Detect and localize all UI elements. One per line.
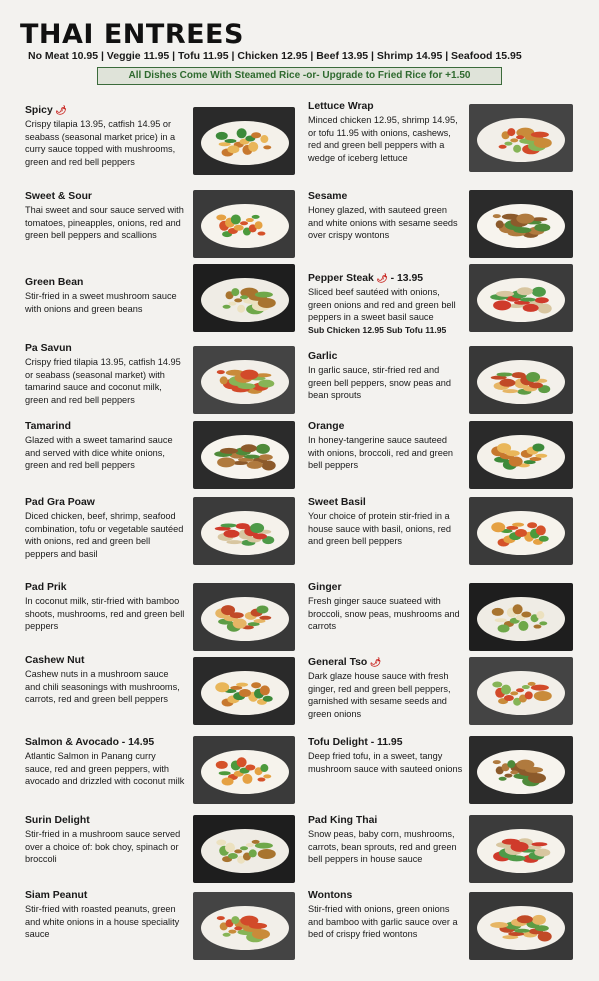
dish-name: Pad King Thai — [308, 815, 378, 826]
dish-photo — [469, 264, 573, 332]
menu-item — [25, 654, 185, 706]
menu-item — [308, 889, 464, 941]
menu-item-description: Your choice of protein stir-fried in a house sauce with basil, onions, red and green bell peppers — [308, 511, 452, 547]
menu-item — [308, 190, 464, 242]
menu-item-name — [25, 342, 185, 355]
dish-name: Spicy — [25, 105, 53, 116]
menu-item-description: In coconut milk, stir-fried with bamboo shoots, mushrooms, red and green bell peppers — [25, 596, 185, 632]
menu-item-description: Atlantic Salmon in Panang curry sauce, red and green peppers, with avocado and drizzled with coconut milk — [25, 751, 185, 787]
menu-item — [308, 656, 464, 720]
menu-item-description: Stir-fried with onions, green onions and bamboo with garlic sauce over a bed of crispy fried wontons — [308, 904, 458, 940]
menu-item-description: Stir-fried with roasted peanuts, green and white onions in a house speciality sauce — [25, 904, 180, 940]
menu-item — [25, 276, 185, 315]
dish-name: Green Bean — [25, 277, 84, 288]
menu-item-description: Honey glazed, with sauteed green and white onions with sesame seeds over crispy wontons — [308, 205, 458, 241]
dish-photo — [469, 736, 573, 804]
menu-item-description: Deep fried tofu, in a sweet, tangy mushroom sauce with sauteed onions — [308, 751, 463, 774]
dish-photo — [193, 892, 295, 960]
dish-photo — [193, 346, 295, 414]
dish-photo — [193, 815, 295, 883]
menu-item — [25, 889, 185, 941]
menu-item-description: Crispy tilapia 13.95, catfish 14.95 or seabass (seasonal market price) in a curry sauce topped with mushrooms, green and red bell peppers — [25, 119, 176, 167]
dish-photo — [469, 190, 573, 258]
dish-photo — [469, 346, 573, 414]
menu-item-description: In honey-tangerine sauce sauteed with onions, broccoli, red and green bell peppers — [308, 435, 454, 471]
dish-photo — [193, 583, 295, 651]
menu-item — [25, 420, 185, 472]
menu-item-description: Stir-fried in a mushroom sauce served over a choice of: bok choy, spinach or broccoli — [25, 829, 181, 865]
dish-photo — [193, 421, 295, 489]
chili-pepper-icon: 🌶 — [367, 657, 382, 667]
dish-photo — [469, 657, 573, 725]
menu-item — [308, 272, 464, 336]
menu-item-name — [25, 654, 185, 667]
dish-name: Orange — [308, 421, 345, 432]
menu-item — [25, 814, 185, 866]
menu-item — [308, 736, 464, 775]
menu-item — [308, 581, 464, 633]
menu-item — [308, 350, 464, 402]
page-title: THAI ENTREES — [20, 19, 244, 50]
menu-item — [25, 190, 185, 242]
dish-photo — [469, 104, 573, 172]
menu-item-name — [308, 581, 464, 594]
dish-name: Salmon & Avocado - 14.95 — [25, 737, 155, 748]
dish-name: Sweet & Sour — [25, 191, 92, 202]
dish-photo — [469, 497, 573, 565]
menu-item — [25, 581, 185, 633]
dish-name: Surin Delight — [25, 815, 90, 826]
menu-item-name — [25, 496, 185, 509]
menu-item-name — [308, 420, 464, 433]
menu-item-description: Diced chicken, beef, shrimp, seafood combination, tofu or vegetable sautéed with onions, red and green bell peppers and basil — [25, 511, 184, 559]
menu-item-name — [308, 190, 464, 203]
dish-price: - 13.95 — [387, 273, 424, 284]
menu-item — [25, 104, 185, 168]
dish-photo — [193, 497, 295, 565]
dish-photo — [469, 421, 573, 489]
dish-name: Pad Gra Poaw — [25, 497, 95, 508]
dish-name: Pa Savun — [25, 343, 72, 354]
dish-name: Wontons — [308, 890, 353, 901]
chili-pepper-icon: 🌶 — [373, 273, 388, 283]
dish-photo — [193, 264, 295, 332]
menu-item-name — [308, 889, 464, 902]
menu-item-name — [25, 276, 185, 289]
dish-name: Cashew Nut — [25, 655, 85, 666]
dish-name: Garlic — [308, 351, 338, 362]
menu-item-name — [308, 350, 464, 363]
rice-upgrade-banner: All Dishes Come With Steamed Rice -or- Upgrade to Fried Rice for +1.50 — [97, 67, 502, 85]
menu-item — [308, 814, 464, 866]
dish-photo — [193, 657, 295, 725]
menu-item — [25, 496, 185, 560]
menu-item-name — [308, 496, 464, 509]
menu-item-description: Stir-fried in a sweet mushroom sauce with onions and green beans — [25, 291, 177, 314]
dish-name: Lettuce Wrap — [308, 101, 374, 112]
menu-item-name — [308, 814, 464, 827]
menu-item-name — [25, 420, 185, 433]
menu-item-description: Glazed with a sweet tamarind sauce and served with dice white onions, green and red bell peppers — [25, 435, 173, 471]
menu-item-description: In garlic sauce, stir-fried red and green bell peppers, snow peas and bean sprouts — [308, 365, 452, 401]
menu-item-description: Thai sweet and sour sauce served with tomatoes, pineapples, onions, red and green bell peppers and scallions — [25, 205, 184, 241]
menu-item-description: Sliced beef sautéed with onions, green onions and red and green bell peppers in a sweet basil sauce — [308, 287, 456, 323]
chili-pepper-icon: 🌶 — [52, 105, 67, 115]
menu-item — [25, 342, 185, 406]
protein-price-list: No Meat 10.95 | Veggie 11.95 | Tofu 11.95 | Chicken 12.95 | Beef 13.95 | Shrimp 14.95 | Seafood 15.95 — [28, 50, 522, 62]
dish-name: Pepper Steak — [308, 273, 374, 284]
dish-photo — [469, 583, 573, 651]
dish-photo — [469, 892, 573, 960]
menu-item-description: Cashew nuts in a mushroom sauce and chili seasonings with mushrooms, carrots, red and green bell peppers — [25, 669, 180, 705]
menu-item-name — [25, 814, 185, 827]
menu-item-name — [308, 100, 464, 113]
menu-item-description: Minced chicken 12.95, shrimp 14.95, or tofu 11.95 with onions, cashews, red and green bell peppers with a wedge of iceberg lettuce — [308, 115, 458, 163]
dish-photo — [193, 736, 295, 804]
menu-item — [308, 100, 464, 164]
dish-photo — [193, 190, 295, 258]
menu-item-name — [25, 889, 185, 902]
menu-item-name — [308, 736, 464, 749]
dish-name: Sesame — [308, 191, 348, 202]
menu-item-name — [25, 736, 185, 749]
dish-name: Ginger — [308, 582, 342, 593]
dish-name: General Tso — [308, 657, 368, 668]
dish-name: Sweet Basil — [308, 497, 366, 508]
menu-item-description: Dark glaze house sauce with fresh ginger, red and green bell peppers, garnished with sesame seeds and green onions — [308, 671, 451, 719]
dish-name: Tamarind — [25, 421, 71, 432]
menu-item-name — [308, 656, 464, 669]
menu-item — [308, 420, 464, 472]
menu-item — [25, 736, 185, 788]
substitution-prices: Sub Chicken 12.95 Sub Tofu 11.95 — [308, 324, 447, 335]
menu-item-name — [25, 104, 185, 117]
menu-item-description: Fresh ginger sauce suateed with broccoli, snow peas, mushrooms and carrots — [308, 596, 460, 632]
menu-item-name — [25, 581, 185, 594]
menu-item-name — [25, 190, 185, 203]
menu-item — [308, 496, 464, 548]
dish-name: Pad Prik — [25, 582, 67, 593]
dish-photo — [193, 107, 295, 175]
menu-item-name — [308, 272, 464, 285]
dish-name: Siam Peanut — [25, 890, 88, 901]
dish-photo — [469, 815, 573, 883]
menu-item-description: Crispy fried tilapia 13.95, catfish 14.95 or seabass (seasonal market) with tamarind sauce and coconut milk, green and red bell peppers — [25, 357, 181, 405]
menu-item-description: Snow peas, baby corn, mushrooms, carrots, bean sprouts, red and green bell peppers in house sauce — [308, 829, 457, 865]
dish-name: Tofu Delight - 11.95 — [308, 737, 403, 748]
